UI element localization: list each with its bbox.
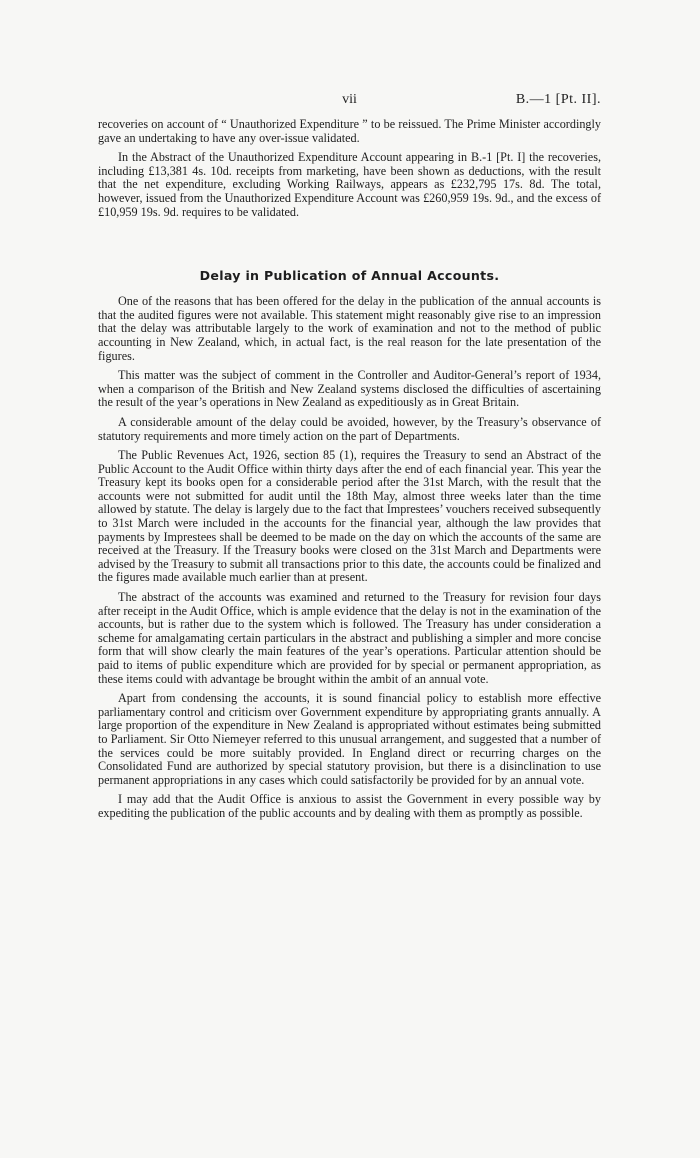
intro-section — [98, 118, 601, 219]
paragraph: The Public Revenues Act, 1926, section 85 (1), requires the Treasury to send an Abstract of the Public Account to the Audit Office within thirty days after the end of each financial year. This year the Treasury kept its books open for a considerable period after the 31st March, with the result that the accounts were not submitted for audit until the 18th May, almost three weeks later than the time allowed by statute. The delay is largely due to the fact that Imprestees’ vouchers received subsequently to 31st March were included in the accounts for the financial year, although the law provides that payments by Imprestees shall be deemed to be made on the day on which the accounts of the same are received at the Treasury. If the Treasury books were closed on the 31st March and Departments were advised by the Treasury to submit all transactions prior to this date, the accounts could be finalized and the figures made available much earlier than at present. — [98, 448, 601, 585]
document-page — [98, 92, 601, 827]
paragraph: A considerable amount of the delay could be avoided, however, by the Treasury’s observance of statutory requirements and more timely action on the part of Departments. — [98, 414, 601, 443]
paragraph: This matter was the subject of comment in the Controller and Auditor-General’s report of 1934, when a comparison of the British and New Zealand systems disclosed the difficulties of ascertaining the result of the year’s operations in New Zealand as expeditiously as in Great Britain. — [98, 368, 601, 410]
paragraph: I may add that the Audit Office is anxious to assist the Government in every possible way by expediting the publication of the public accounts and by dealing with them as promptly as possible. — [98, 792, 601, 820]
paragraph: Apart from condensing the accounts, it is sound financial policy to establish more effective parliamentary control and criticism over Government expenditure by appropriating grants annually. A large proportion of the expenditure in New Zealand is appropriated without estimates being submitted to Parliament. Sir Otto Niemeyer referred to this unusual arrangement, and suggested that a number of the services could be more suitably provided. In England direct or recurring charges on the Consolidated Fund are authorized by special statutory provision, but there is a disinclination to use permanent appropriations in any cases which could satisfactorily be provided for by an annual vote. — [98, 691, 601, 787]
paragraph: The abstract of the accounts was examined and returned to the Treasury for revision four days after receipt in the Audit Office, which is ample evidence that the delay is not in the examination of the accounts, but is rather due to the system which is followed. The Treasury has under consideration a scheme for amalgamating certain particulars in the abstract and publishing a simpler and more concise form that will show clearly the main features of the year’s operations. Particular attention should be paid to items of public expenditure which are provided for by special or permanent appropriation, as these items could with advantage be brought within the ambit of an annual vote. — [98, 590, 601, 686]
paragraph: recoveries on account of “ Unauthorized Expenditure ” to be reissued. The Prime Minister accordingly gave an undertaking to have any over-issue validated. — [98, 117, 601, 145]
section-body — [98, 295, 601, 820]
paragraph: In the Abstract of the Unauthorized Expenditure Account appearing in B.-1 [Pt. I] the recoveries, including £13,381 4s. 10d. receipts from marketing, have been shown as deductions, with the result that the net expenditure, excluding Working Railways, appears as £232,795 17s. 8d. The total, however, issued from the Unauthorized Expenditure Account was £260,959 19s. 9d., and the excess of £10,959 19s. 9d. requires to be validated. — [98, 150, 601, 219]
paragraph: One of the reasons that has been offered for the delay in the publication of the annual accounts is that the audited figures were not available. This statement might reasonably give rise to an impression that the delay was attributable largely to the work of examination and not to the method of public accounting in New Zealand, which, in actual fact, is the real reason for the late presentation of the figures. — [98, 294, 601, 363]
page-header — [98, 92, 601, 118]
document-reference: B.—1 [Pt. II]. — [515, 92, 601, 107]
page-number: vii — [342, 92, 357, 107]
section-heading: Delay in Publication of Annual Accounts. — [199, 268, 500, 284]
